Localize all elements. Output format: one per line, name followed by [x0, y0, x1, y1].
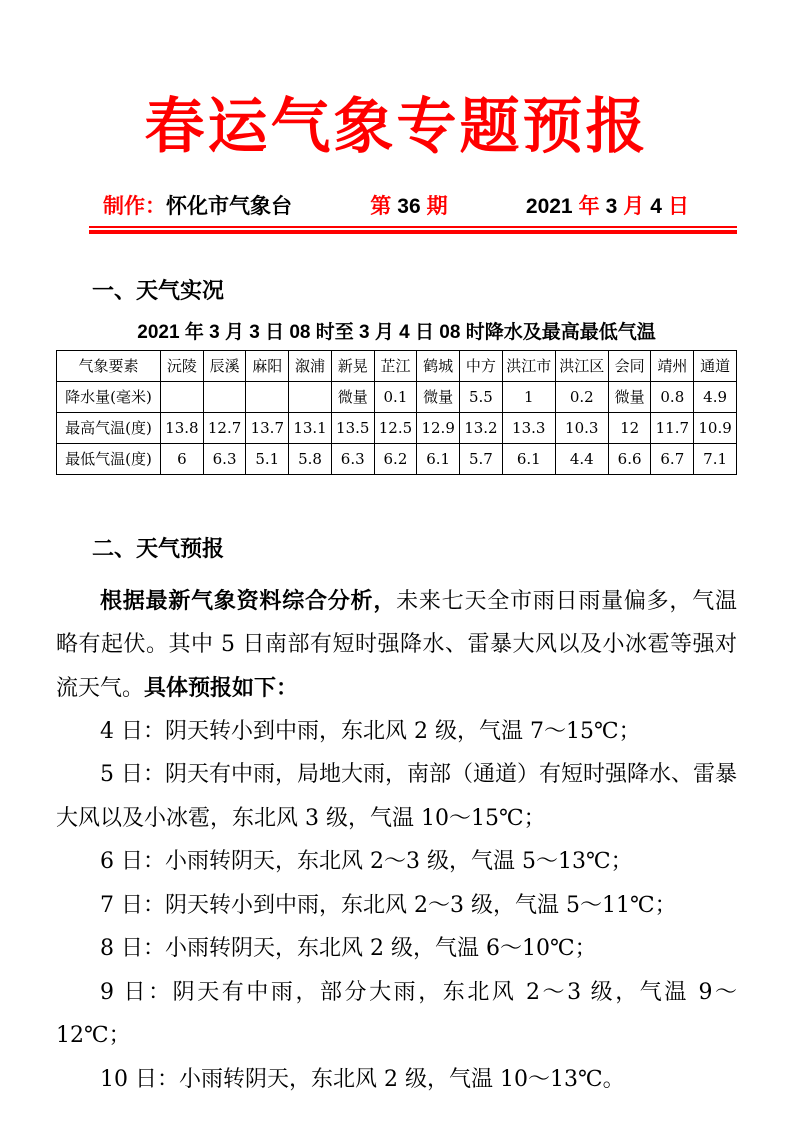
date-year: 2021	[525, 194, 573, 218]
table-cell: 5.7	[460, 443, 503, 474]
byline-date	[526, 193, 689, 221]
table-col-header: 沅陵	[161, 350, 204, 381]
table-cell: 13.7	[246, 412, 289, 443]
table-col-header: 洪江区	[555, 350, 608, 381]
table-cell: 5.5	[460, 381, 503, 412]
table-cell: 6.7	[651, 443, 694, 474]
issue-suffix: 期	[426, 194, 448, 218]
forecast-line: 7 日：阴天转小到中雨，东北风 2～3 级，气温 5～11℃；	[100, 892, 677, 918]
table-col-header: 气象要素	[57, 350, 161, 381]
table-cell: 12.7	[203, 412, 246, 443]
table-cell: 4.9	[694, 381, 737, 412]
table-row-label: 最低气温(度)	[57, 443, 161, 474]
issue-number: 36	[397, 194, 421, 218]
intro-tail-bold: 具体预报如下：	[144, 674, 299, 700]
table-row-label: 降水量(毫米)	[57, 381, 161, 412]
table-cell: 6	[161, 443, 204, 474]
table-cell: 13.3	[502, 412, 555, 443]
table-col-header: 辰溪	[203, 350, 246, 381]
forecast-line: 8 日：小雨转阴天，东北风 2 级，气温 6～10℃；	[100, 936, 597, 962]
date-year-label: 年	[578, 194, 600, 218]
table-cell: 10.9	[694, 412, 737, 443]
byline-issue	[370, 193, 447, 221]
table-col-header: 洪江市	[502, 350, 555, 381]
date-month-label: 月	[623, 194, 645, 218]
forecast-line: 6 日：小雨转阴天，东北风 2～3 级，气温 5～13℃；	[100, 849, 633, 875]
table-cell: 5.8	[289, 443, 332, 474]
document-title: 春运气象专题预报	[144, 92, 649, 162]
table-cell: 13.8	[161, 412, 204, 443]
table-col-header: 新晃	[331, 350, 374, 381]
table-cell: 6.2	[374, 443, 417, 474]
table-row	[57, 443, 737, 474]
table-cell: 4.4	[555, 443, 608, 474]
byline-maker	[103, 193, 292, 221]
table-col-header: 靖州	[651, 350, 694, 381]
table-cell: 6.3	[203, 443, 246, 474]
forecast-line: 9 日：阴天有中雨，部分大雨，东北风 2～3 级，气温 9～12℃；	[56, 979, 737, 1049]
weather-table	[56, 350, 737, 475]
table-cell	[246, 381, 289, 412]
table-cell: 6.3	[331, 443, 374, 474]
section2-heading: 二、天气预报	[92, 535, 225, 561]
table-row-label: 最高气温(度)	[57, 412, 161, 443]
section1-heading: 一、天气实况	[92, 277, 225, 303]
table-cell: 13.2	[460, 412, 503, 443]
table-cell: 13.5	[331, 412, 374, 443]
table-cell: 12.5	[374, 412, 417, 443]
table-col-header: 中方	[460, 350, 503, 381]
table-cell: 微量	[331, 381, 374, 412]
table-cell: 6.6	[608, 443, 651, 474]
table-row	[57, 381, 737, 412]
header-divider-rule	[89, 226, 737, 234]
weather-table-header-row	[57, 350, 737, 381]
table-col-header: 芷江	[374, 350, 417, 381]
table-row	[57, 412, 737, 443]
table-cell: 12	[608, 412, 651, 443]
intro-body: 未来七天全市雨日雨量偏多，气温略有起伏。其中 5 日南部有短时强降水、雷暴大风以及小冰雹等强对流天气。	[56, 588, 737, 701]
table-cell: 0.1	[374, 381, 417, 412]
table-cell: 7.1	[694, 443, 737, 474]
table-cell	[289, 381, 332, 412]
table-cell: 10.3	[555, 412, 608, 443]
issue-prefix: 第	[370, 194, 392, 218]
date-day: 4	[650, 194, 662, 218]
date-day-label: 日	[667, 194, 689, 218]
table-cell: 0.2	[555, 381, 608, 412]
maker-value: 怀化市气象台	[166, 194, 292, 218]
table-col-header: 溆浦	[289, 350, 332, 381]
maker-label: 制作：	[103, 194, 166, 218]
forecast-line: 10 日：小雨转阴天，东北风 2 级，气温 10～13℃。	[100, 1066, 625, 1092]
table-cell: 1	[502, 381, 555, 412]
table-col-header: 通道	[694, 350, 737, 381]
table-cell: 5.1	[246, 443, 289, 474]
table-cell	[161, 381, 204, 412]
byline-row	[89, 193, 737, 221]
table-cell	[203, 381, 246, 412]
forecast-line: 5 日：阴天有中雨，局地大雨，南部（通道）有短时强降水、雷暴大风以及小冰雹，东北风 3 级，气温 10～15℃；	[56, 762, 737, 831]
table-cell: 13.1	[289, 412, 332, 443]
forecast-intro	[56, 579, 737, 710]
table-cell: 11.7	[651, 412, 694, 443]
forecast-line: 4 日：阴天转小到中雨，东北风 2 级，气温 7～15℃；	[100, 718, 641, 744]
date-month: 3	[605, 194, 618, 218]
table-col-header: 会同	[608, 350, 651, 381]
table-cell: 微量	[608, 381, 651, 412]
table-cell: 6.1	[417, 443, 460, 474]
table-cell: 0.8	[651, 381, 694, 412]
weather-table-caption: 2021 年 3 月 3 日 08 时至 3 月 4 日 08 时降水及最高最低气温	[137, 321, 656, 343]
table-col-header: 麻阳	[246, 350, 289, 381]
table-cell: 6.1	[502, 443, 555, 474]
intro-lead-bold: 根据最新气象资料综合分析，	[100, 587, 397, 613]
table-cell: 微量	[417, 381, 460, 412]
forecast-list	[56, 710, 737, 1102]
table-cell: 12.9	[417, 412, 460, 443]
byline	[89, 193, 737, 234]
table-col-header: 鹤城	[417, 350, 460, 381]
